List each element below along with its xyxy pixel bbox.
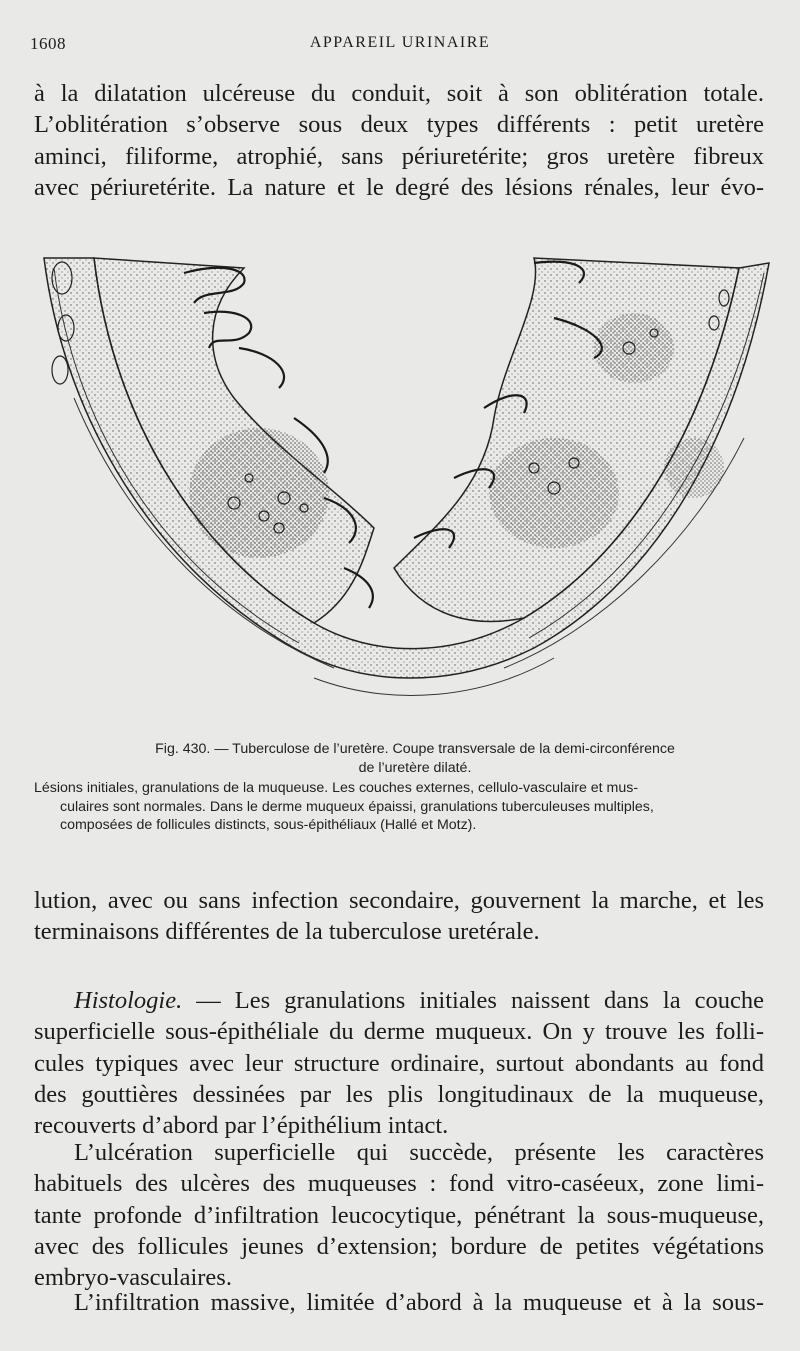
figure-ureter-section xyxy=(34,238,779,728)
text-line: cules typiques avec leur structure ordinaire, surtout abondants au fond xyxy=(34,1049,764,1077)
text-line: à la dilatation ulcéreuse du conduit, soit à son oblitération totale. xyxy=(34,80,764,107)
paragraph-5 xyxy=(34,1287,764,1318)
caption-line: Lésions initiales, granulations de la muqueuse. Les couches externes, cellulo-vasculaire et mus- xyxy=(34,780,639,796)
text-line: L’oblitération s’observe sous deux types différents : petit uretère xyxy=(34,111,764,139)
text-line: avec des follicules jeunes d’extension; bordure de petites végétations xyxy=(34,1232,764,1260)
text-line: recouverts d’abord par l’épithélium intact. xyxy=(34,1112,449,1140)
text-line: embryo-vasculaires. xyxy=(34,1264,232,1292)
text-line: lution, avec ou sans infection secondaire, gouvernent la marche, et les xyxy=(34,887,764,914)
paragraph-3 xyxy=(34,985,764,1141)
page-header xyxy=(0,34,800,56)
text-line: L’ulcération superficielle qui succède, présente les caractères xyxy=(74,1139,764,1166)
text-line: tante profonde d’infiltration leucocytique, pénétrant la sous-muqueuse, xyxy=(34,1201,764,1229)
paragraph-2 xyxy=(34,885,764,948)
text-line: des gouttières dessinées par les plis longitudinaux de la muqueuse, xyxy=(34,1080,764,1108)
section-lead: Histologie. xyxy=(74,987,183,1014)
paragraph-4 xyxy=(34,1137,764,1293)
text-line: superficielle sous-épithéliale du derme muqueux. On y trouve les folli- xyxy=(34,1018,764,1046)
caption-title-part-2: de l’uretère dilaté. xyxy=(358,759,472,776)
paragraph-1 xyxy=(34,78,764,203)
text-run: — Les granulations initiales naissent dans la couche xyxy=(182,987,764,1014)
text-line: avec périuretérite. La nature et le degré des lésions rénales, leur évo- xyxy=(34,173,764,201)
text-line: aminci, filiforme, atrophié, sans périuretérite; gros uretère fibreux xyxy=(34,142,764,170)
figure-caption-title xyxy=(90,740,740,777)
text-line: L’infiltration massive, limitée d’abord à la muqueuse et à la sous- xyxy=(74,1289,764,1316)
caption-line xyxy=(90,740,740,759)
figure-caption-body xyxy=(34,779,764,835)
caption-title-part-1: — Tuberculose de l’uretère. Coupe transversale de la demi-circonférence xyxy=(214,741,675,757)
figure-label: Fig. 430. xyxy=(155,741,211,757)
caption-line: composées de follicules distincts, sous-épithéliaux (Hallé et Motz). xyxy=(60,817,477,833)
text-line: terminaisons différentes de la tuberculose uretérale. xyxy=(34,918,540,946)
text-line: habituels des ulcères des muqueuses : fond vitro-caséeux, zone limi- xyxy=(34,1170,764,1198)
caption-line: culaires sont normales. Dans le derme muqueux épaissi, granulations tuberculeuses multiples, xyxy=(60,798,654,815)
histology-illustration xyxy=(34,238,779,728)
page-number: 1608 xyxy=(30,34,66,53)
text-line xyxy=(34,985,764,1016)
running-title: APPAREIL URINAIRE xyxy=(309,34,491,51)
